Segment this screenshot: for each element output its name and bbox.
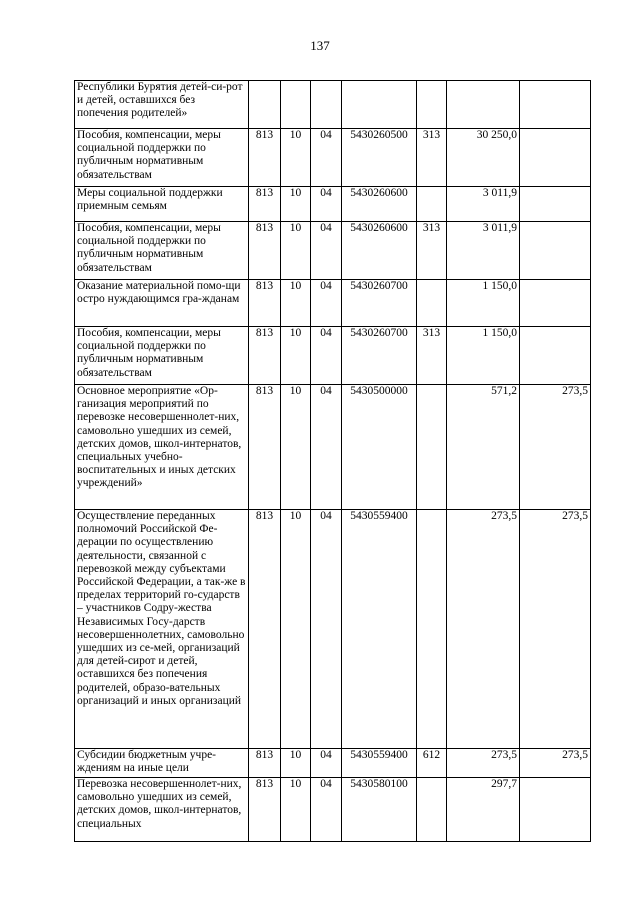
table-row xyxy=(75,129,591,187)
ministry-code-cell xyxy=(249,81,281,129)
amount-2-cell xyxy=(520,81,591,129)
table-row xyxy=(75,749,591,778)
section-code-cell: 10 xyxy=(281,129,311,187)
subsection-code-cell: 04 xyxy=(311,327,342,385)
subsection-code-cell: 04 xyxy=(311,222,342,280)
row-name-cell: Пособия, компенсации, меры социальной поддержки по публичным нормативным обязательствам xyxy=(75,129,249,187)
section-code-cell xyxy=(281,81,311,129)
section-code-cell: 10 xyxy=(281,749,311,778)
expense-type-cell xyxy=(417,510,447,749)
row-name-cell: Республики Бурятия детей-си-рот и детей, оставшихся без попечения родителей» xyxy=(75,81,249,129)
table-row xyxy=(75,187,591,222)
subsection-code-cell: 04 xyxy=(311,129,342,187)
amount-1-cell: 1 150,0 xyxy=(447,280,520,327)
row-name-cell: Осуществление переданных полномочий Российской Фе-дерации по осуществлению деятельности, связанной с перевозкой между субъектами Российской Федерации, а так-же в пределах территорий го-сударств – участников Содру-жества Независимых Госу-дарств несовершеннолетних, самовольно ушедших из се-мей, организаций для детей-сирот и детей, оставшихся без попечения родителей, образо-вательных организаций и иных организаций xyxy=(75,510,249,749)
amount-2-cell xyxy=(520,327,591,385)
ministry-code-cell: 813 xyxy=(249,327,281,385)
ministry-code-cell: 813 xyxy=(249,778,281,842)
expense-type-cell xyxy=(417,280,447,327)
row-name-cell: Пособия, компенсации, меры социальной поддержки по публичным нормативным обязательствам xyxy=(75,222,249,280)
row-name-cell: Основное мероприятие «Ор-ганизация мероприятий по перевозке несовершеннолет-них, самовольно ушедших из семей, детских домов, школ-интернатов, специальных учебно-воспитательных и иных детских учреждений» xyxy=(75,385,249,510)
table-row xyxy=(75,280,591,327)
amount-2-cell xyxy=(520,222,591,280)
budget-table xyxy=(74,80,591,842)
amount-2-cell: 273,5 xyxy=(520,510,591,749)
amount-1-cell: 571,2 xyxy=(447,385,520,510)
table-row xyxy=(75,385,591,510)
target-article-cell: 5430260500 xyxy=(342,129,417,187)
subsection-code-cell: 04 xyxy=(311,749,342,778)
ministry-code-cell: 813 xyxy=(249,749,281,778)
section-code-cell: 10 xyxy=(281,778,311,842)
target-article-cell: 5430500000 xyxy=(342,385,417,510)
row-name-cell: Оказание материальной помо-щи остро нуждающимся гра-жданам xyxy=(75,280,249,327)
amount-1-cell: 3 011,9 xyxy=(447,222,520,280)
section-code-cell: 10 xyxy=(281,327,311,385)
amount-1-cell: 3 011,9 xyxy=(447,187,520,222)
target-article-cell xyxy=(342,81,417,129)
ministry-code-cell: 813 xyxy=(249,280,281,327)
ministry-code-cell: 813 xyxy=(249,510,281,749)
amount-2-cell: 273,5 xyxy=(520,385,591,510)
amount-1-cell: 273,5 xyxy=(447,510,520,749)
subsection-code-cell: 04 xyxy=(311,778,342,842)
ministry-code-cell: 813 xyxy=(249,222,281,280)
expense-type-cell xyxy=(417,385,447,510)
target-article-cell: 5430260600 xyxy=(342,222,417,280)
row-name-cell: Пособия, компенсации, меры социальной поддержки по публичным нормативным обязательствам xyxy=(75,327,249,385)
table-row xyxy=(75,778,591,842)
row-name-cell: Меры социальной поддержки приемным семьям xyxy=(75,187,249,222)
subsection-code-cell: 04 xyxy=(311,187,342,222)
target-article-cell: 5430260700 xyxy=(342,280,417,327)
amount-2-cell xyxy=(520,187,591,222)
target-article-cell: 5430260700 xyxy=(342,327,417,385)
expense-type-cell: 313 xyxy=(417,327,447,385)
section-code-cell: 10 xyxy=(281,510,311,749)
table-row xyxy=(75,81,591,129)
amount-2-cell xyxy=(520,778,591,842)
amount-2-cell xyxy=(520,129,591,187)
amount-1-cell: 1 150,0 xyxy=(447,327,520,385)
section-code-cell: 10 xyxy=(281,280,311,327)
section-code-cell: 10 xyxy=(281,187,311,222)
expense-type-cell: 612 xyxy=(417,749,447,778)
amount-2-cell: 273,5 xyxy=(520,749,591,778)
section-code-cell: 10 xyxy=(281,222,311,280)
section-code-cell: 10 xyxy=(281,385,311,510)
ministry-code-cell: 813 xyxy=(249,385,281,510)
expense-type-cell: 313 xyxy=(417,222,447,280)
ministry-code-cell: 813 xyxy=(249,187,281,222)
target-article-cell: 5430559400 xyxy=(342,749,417,778)
subsection-code-cell: 04 xyxy=(311,510,342,749)
amount-1-cell xyxy=(447,81,520,129)
ministry-code-cell: 813 xyxy=(249,129,281,187)
table-row xyxy=(75,510,591,749)
expense-type-cell: 313 xyxy=(417,129,447,187)
amount-2-cell xyxy=(520,280,591,327)
subsection-code-cell: 04 xyxy=(311,385,342,510)
row-name-cell: Субсидии бюджетным учре-ждениям на иные цели xyxy=(75,749,249,778)
table-row xyxy=(75,327,591,385)
subsection-code-cell xyxy=(311,81,342,129)
amount-1-cell: 273,5 xyxy=(447,749,520,778)
row-name-cell: Перевозка несовершеннолет-них, самовольно ушедших из семей, детских домов, школ-интернатов, специальных xyxy=(75,778,249,842)
target-article-cell: 5430260600 xyxy=(342,187,417,222)
page-number: 137 xyxy=(310,38,330,53)
table-row xyxy=(75,222,591,280)
expense-type-cell xyxy=(417,778,447,842)
target-article-cell: 5430580100 xyxy=(342,778,417,842)
amount-1-cell: 297,7 xyxy=(447,778,520,842)
subsection-code-cell: 04 xyxy=(311,280,342,327)
target-article-cell: 5430559400 xyxy=(342,510,417,749)
expense-type-cell xyxy=(417,187,447,222)
amount-1-cell: 30 250,0 xyxy=(447,129,520,187)
expense-type-cell xyxy=(417,81,447,129)
